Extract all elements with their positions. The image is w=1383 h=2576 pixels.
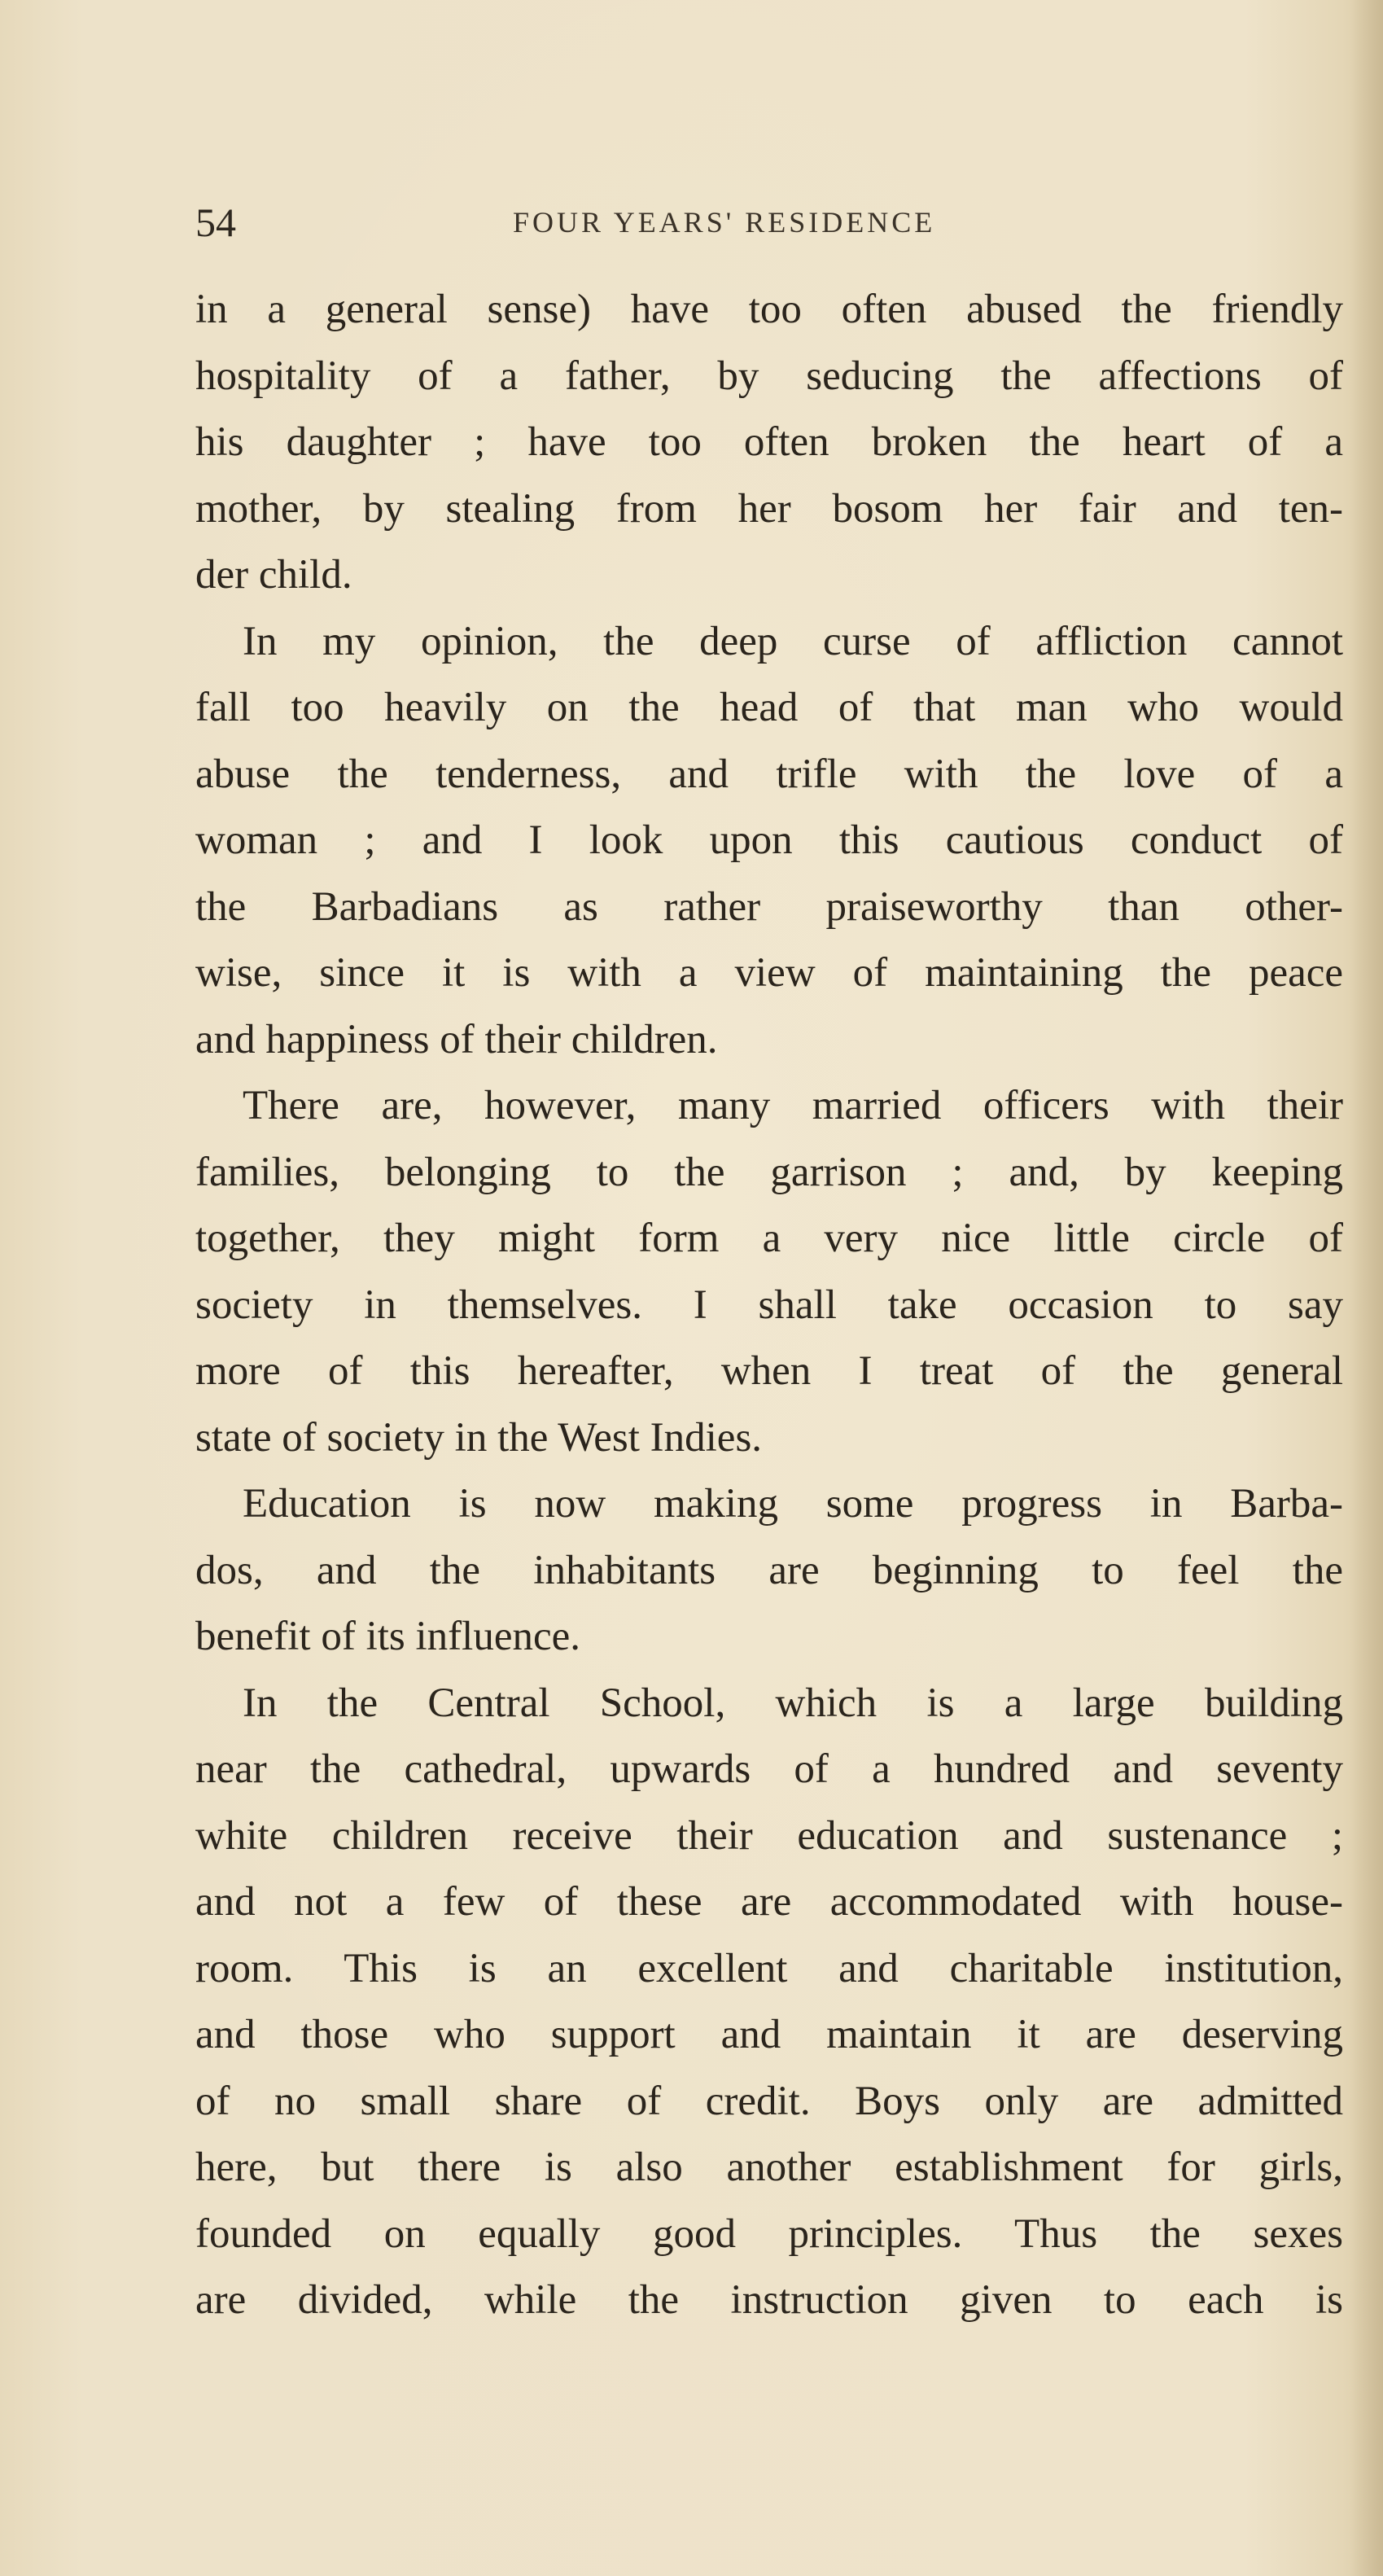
text-line: white children receive their education and sustenance ; [195, 1812, 1343, 1859]
text-line: and happiness of their children. [195, 1016, 718, 1062]
text-line: hospitality of a father, by seducing the affections of [195, 353, 1343, 399]
text-line: founded on equally good principles. Thus the sexes [195, 2210, 1343, 2257]
text-line: here, but there is also another establishment for girls, [195, 2144, 1343, 2190]
running-title: FOUR YEARS' RESIDENCE [513, 206, 936, 239]
page-number: 54 [195, 199, 236, 245]
text-line: of no small share of credit. Boys only are admitted [195, 2078, 1343, 2124]
text-line: and those who support and maintain it are deserving [195, 2012, 1343, 2057]
text-line: benefit of its influence. [195, 1614, 580, 1659]
text-line: state of society in the West Indies. [195, 1414, 763, 1461]
text-line: room. This is an excellent and charitable institution, [195, 1945, 1343, 1991]
text-line: fall too heavily on the head of that man who would [195, 685, 1343, 730]
text-line: There are, however, many married officers with their [243, 1083, 1343, 1128]
text-line: wise, since it is with a view of maintaining the peace [195, 950, 1343, 996]
text-line: near the cathedral, upwards of a hundred and seventy [195, 1746, 1343, 1792]
text-line: together, they might form a very nice little circle of [195, 1216, 1343, 1261]
text-line: der child. [195, 552, 352, 598]
text-line: In my opinion, the deep curse of affliction cannot [243, 618, 1343, 664]
text-line: society in themselves. I shall take occasion to say [195, 1281, 1343, 1328]
text-line: abuse the tenderness, and trifle with the love of a [195, 751, 1343, 797]
text-line: dos, and the inhabitants are beginning to feel the [195, 1547, 1343, 1593]
text-line: are divided, while the instruction given to each is [195, 2277, 1343, 2323]
text-line: In the Central School, which is a large building [243, 1680, 1343, 1726]
text-line: more of this hereafter, when I treat of the general [195, 1348, 1343, 1394]
text-line: his daughter ; have too often broken the heart of a [195, 419, 1343, 465]
running-head [195, 194, 1351, 251]
text-line: and not a few of these are accommodated with house- [195, 1879, 1343, 1925]
text-line: mother, by stealing from her bosom her fair and ten- [195, 485, 1343, 532]
text-line: families, belonging to the garrison ; and, by keeping [195, 1149, 1343, 1195]
body-text [195, 277, 1343, 2334]
page-edge-shadow [1350, 0, 1383, 2576]
text-line: in a general sense) have too often abused the friendly [195, 287, 1343, 332]
text-line: Education is now making some progress in Barba- [243, 1481, 1343, 1527]
text-line: woman ; and I look upon this cautious conduct of [195, 817, 1343, 863]
text-line: the Barbadians as rather praiseworthy than other- [195, 883, 1343, 930]
